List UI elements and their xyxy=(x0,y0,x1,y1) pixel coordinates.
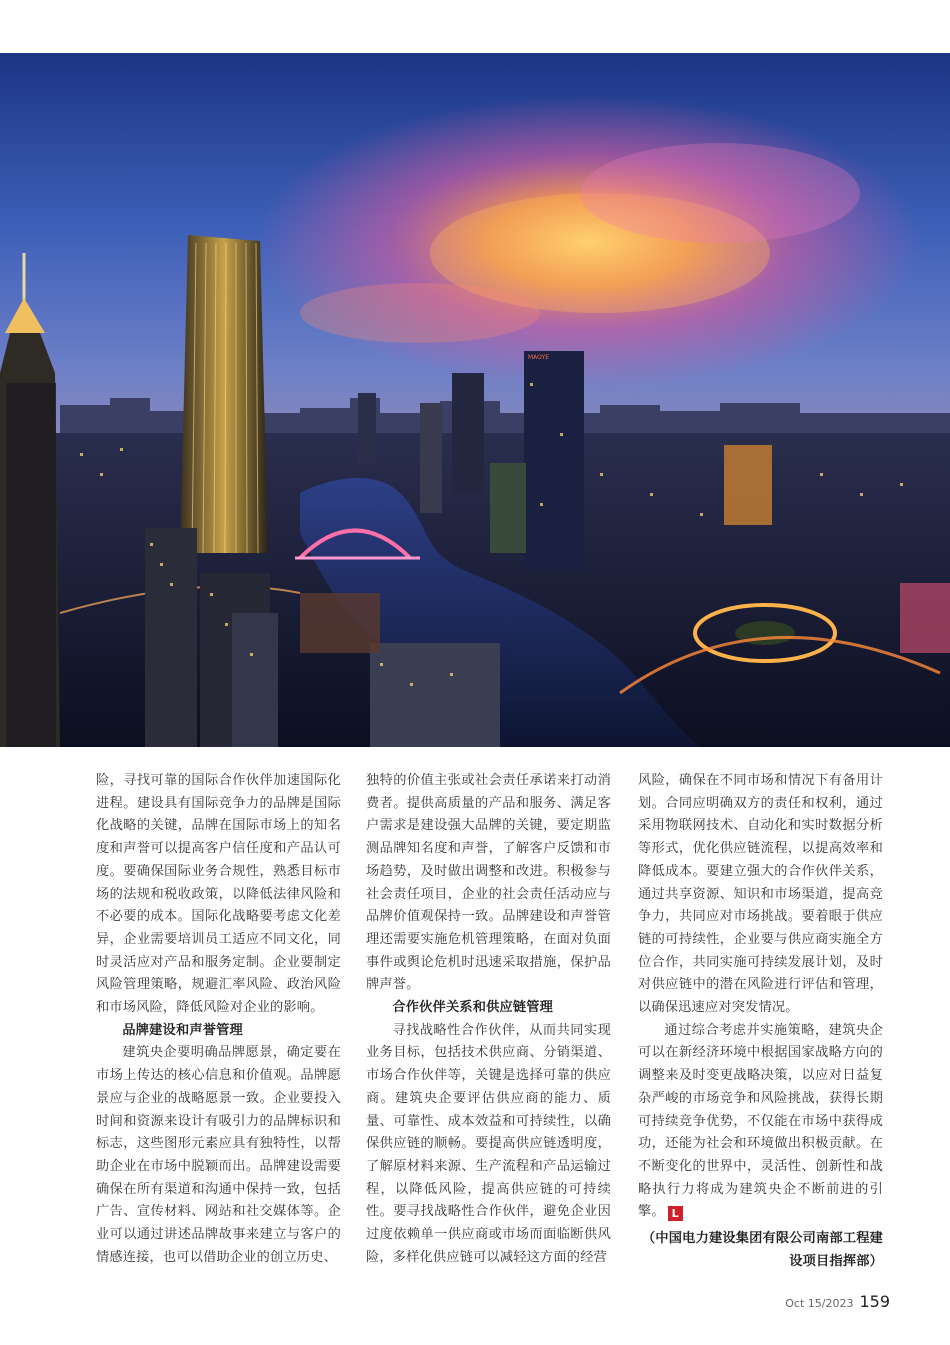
article-column-2 xyxy=(366,770,611,1269)
section-heading-partnership: 合作伙伴关系和供应链管理 xyxy=(392,1000,554,1016)
page-footer xyxy=(770,1292,890,1314)
golden-tower xyxy=(180,235,268,553)
paragraph: 独特的价值主张或社会责任承诺来打动消费者。提供高质量的产品和服务、满足客户需求是建设强大品牌的关键，要定期监测品牌知名度和声誉，了解客户反馈和市场趋势，及时做出调整和改进。积极参与社会责任项目，企业的社会责任活动应与品牌价值观保持一致。品牌建设和声誉管理还需要实施危机管理策略，在面对负面事件或舆论危机时迅速采取措施，保护品牌声誉。 xyxy=(366,773,611,993)
mid-tower xyxy=(452,373,484,493)
left-tower-body xyxy=(6,383,56,747)
end-of-article-mark: L xyxy=(668,1206,683,1221)
paragraph-conclusion xyxy=(638,1020,883,1224)
paragraph: 风险，确保在不同市场和情况下有备用计划。合同应明确双方的责任和权利，通过采用物联网技术、自动化和实时数据分析等形式，优化供应链流程，以提高效率和降低成本。要建立强大的合作伙伴关系，通过共享资源、知识和市场渠道，提高竞争力，共同应对市场挑战。要着眼于供应链的可持续性，企业要与供应商实施全方位合作，共同实施可持续发展计划，及时对供应链中的潜在风险进行评估和管理，以确保迅速应对突发情况。 xyxy=(638,773,883,1016)
mid-tower xyxy=(420,403,442,513)
mid-tower xyxy=(358,393,376,463)
foreground-block xyxy=(300,593,380,653)
issue-date: Oct 15/2023 xyxy=(785,1297,854,1310)
cloud xyxy=(580,143,860,243)
paragraph: 建筑央企要明确品牌愿景，确定要在市场上传达的核心信息和价值观。品牌愿景应与企业的战略愿景一致。企业要投入时间和资源来设计有吸引力的品牌标识和标志，这些图形元素应具有独特性，以帮助企业在市场中脱颖而出。品牌建设需要确保在所有渠道和沟通中保持一致，包括广告、宣传材料、网站和社交媒体等。企业可以通过讲述品牌故事来建立与客户的情感连接，也可以借助企业的创立历史、 xyxy=(96,1045,341,1265)
foreground-tower xyxy=(145,528,197,747)
article-column-3 xyxy=(638,770,883,1273)
lit-building xyxy=(724,445,772,525)
section-heading-brand: 品牌建设和声誉管理 xyxy=(122,1022,243,1038)
lit-building xyxy=(900,583,950,653)
foreground-block xyxy=(232,613,278,747)
conclusion-text: 通过综合考虑并实施策略，建筑央企可以在新经济环境中根据国家战略方向的调整来及时变更战略决策，以应对日益复杂严峻的市场竞争和风险挑战，获得长期可持续竞争优势，不仅能在市场中获得成功，还能为社会和环境做出积极贡献。在不断变化的世界中，灵活性、创新性和战略执行力将成为建筑央企不断前进的引擎。 xyxy=(638,1022,883,1220)
tower-sign: MAOYE xyxy=(528,354,550,361)
mid-tower xyxy=(490,463,526,553)
paragraph: 险，寻找可靠的国际合作伙伴加速国际化进程。建设具有国际竞争力的品牌是国际化战略的关键，品牌在国际市场上的知名度和声誉可以提高客户信任度和产品认可度。要确保国际业务合规性，熟悉目标市场的法规和税收政策，以降低法律风险和不必要的成本。国际化战略要考虑文化差异，企业需要培训员工适应不同文化，同时灵活应对产品和服务定制。企业要制定风险管理策略，规避汇率风险、政治风险和市场风险，降低风险对企业的影响。 xyxy=(96,773,341,1016)
cloud xyxy=(300,283,540,343)
author-affiliation: （中国电力建设集团有限公司南部工程建设项目指挥部） xyxy=(642,1231,883,1269)
page-number: 159 xyxy=(859,1292,890,1311)
article-column-1 xyxy=(96,770,341,1269)
paragraph: 寻找战略性合作伙伴，从而共同实现业务目标，包括技术供应商、分销渠道、市场合作伙伴等，关键是选择可靠的供应商。建筑央企要评估供应商的能力、质量、可靠性、成本效益和可持续性，以确保供应链的顺畅。要提高供应链透明度，了解原材料来源、生产流程和产品运输过程，以降低风险，提高供应链的可持续性。要寻找战略性合作伙伴，避免企业因过度依赖单一供应商或市场而面临断供风险，多样化供应链可以减轻这方面的经营 xyxy=(366,1022,611,1265)
hero-photo xyxy=(0,53,950,747)
foreground-block xyxy=(370,643,500,747)
